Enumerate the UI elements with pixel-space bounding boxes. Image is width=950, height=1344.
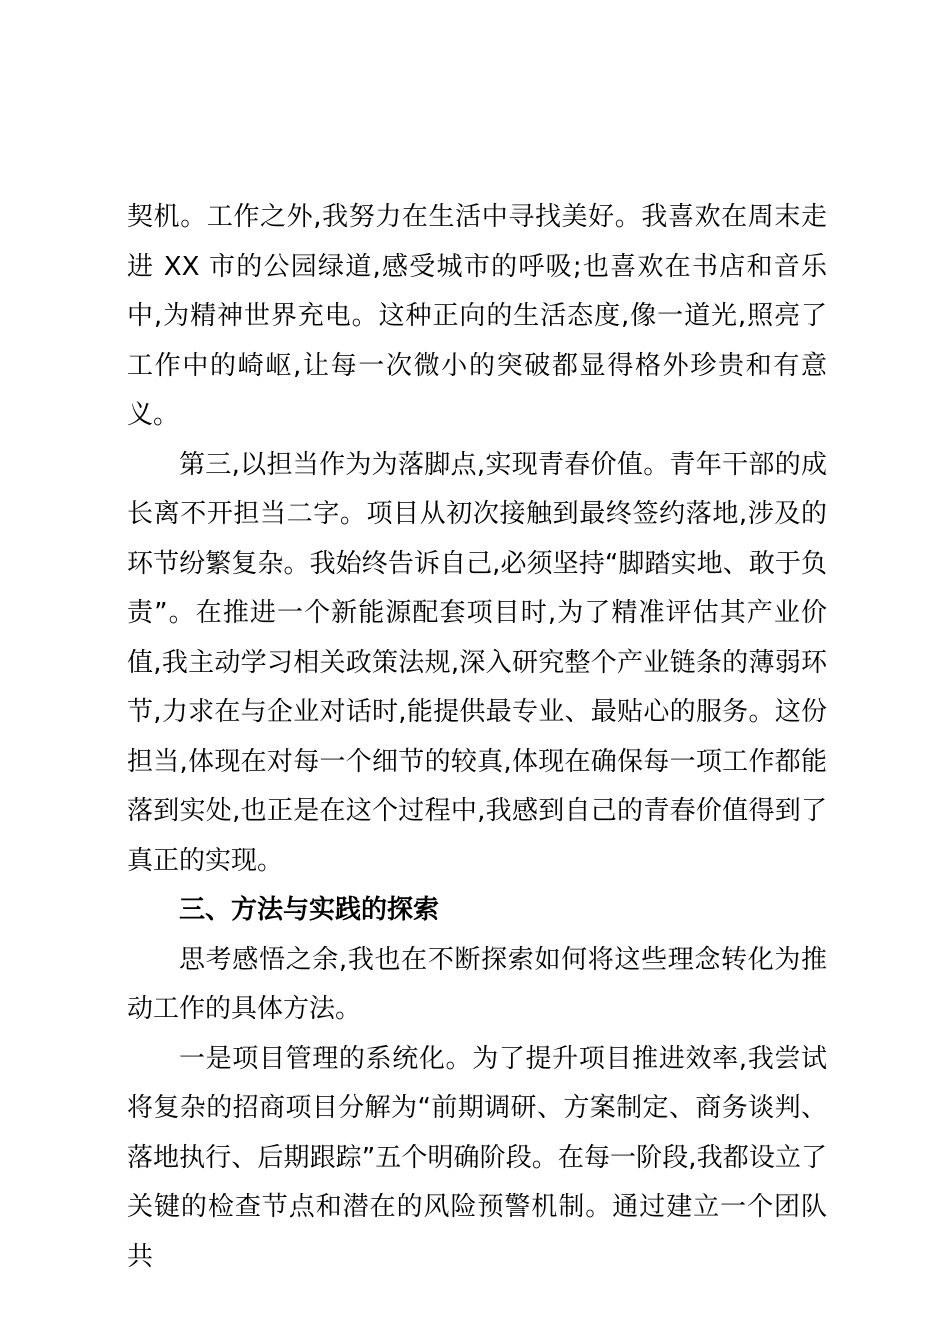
paragraph-methods-intro: 思考感悟之余,我也在不断探索如何将这些理念转化为推动工作的具体方法。 (127, 944, 827, 1024)
paragraph-continuation: 契机。工作之外,我努力在生活中寻找美好。我喜欢在周末走进 XX 市的公园绿道,感受城市的呼吸;也喜欢在书店和音乐中,为精神世界充电。这种正向的生活态度,像一道光,照亮了工作中的崎岖,让每一次微小的突破都显得格外珍贵和有意义。 (127, 202, 827, 430)
paragraph-third-point: 第三,以担当作为为落脚点,实现青春价值。青年干部的成长离不开担当二字。项目从初次接触到最终签约落地,涉及的环节纷繁复杂。我始终告诉自己,必须坚持“脚踏实地、敢于负责”。在推进一个新能源配套项目时,为了精准评估其产业价值,我主动学习相关政策法规,深入研究整个产业链条的薄弱环节,力求在与企业对话时,能提供最专业、最贴心的服务。这份担当,体现在对每一个细节的较真,体现在确保每一项工作都能落到实处,也正是在这个过程中,我感到自己的青春价值得到了真正的实现。 (127, 449, 827, 876)
paragraph-project-management: 一是项目管理的系统化。为了提升项目推进效率,我尝试将复杂的招商项目分解为“前期调研、方案制定、商务谈判、落地执行、后期跟踪”五个明确阶段。在每一阶段,我都设立了关键的检查节点和潜在的风险预警机制。通过建立一个团队共 (127, 1043, 827, 1272)
document-body (127, 193, 827, 1282)
section-heading-three: 三、方法与实践的探索 (179, 895, 440, 925)
